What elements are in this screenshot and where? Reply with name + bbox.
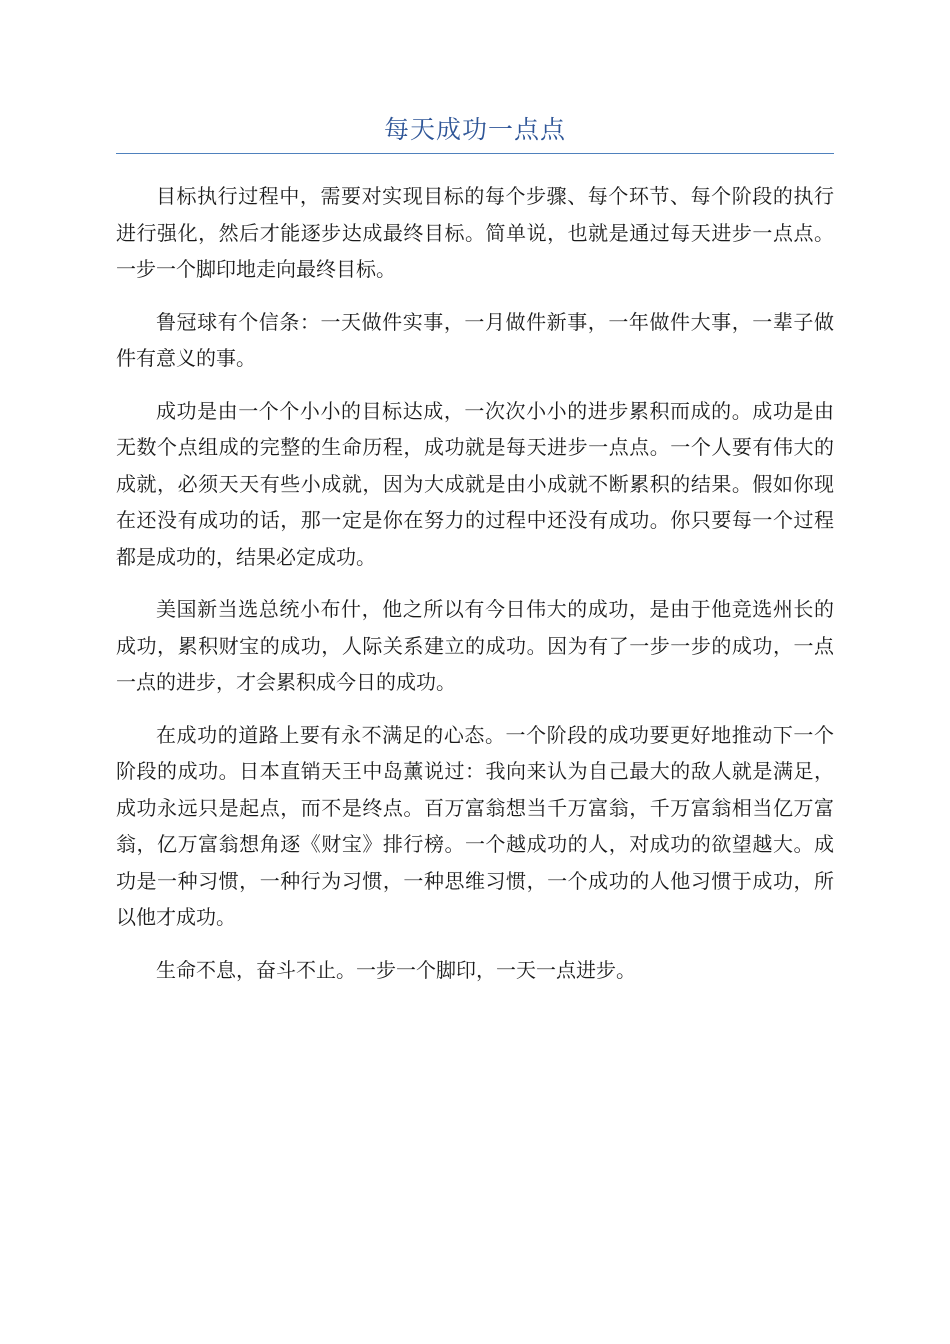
title-underline — [116, 153, 834, 154]
page-title: 每天成功一点点 — [383, 115, 566, 144]
paragraph-6: 生命不息，奋斗不止。一步一个脚印，一天一点进步。 — [156, 957, 636, 982]
paragraph-1: 目标执行过程中，需要对实现目标的每个步骤、每个环节、每个阶段的执行进行强化，然后才能逐步达成最终目标。简单说，也就是通过每天进步一点点。一步一个脚印地走向最终目标。 — [116, 184, 834, 281]
document-body — [116, 178, 834, 1004]
title-block — [116, 108, 834, 156]
paragraph-3: 成功是由一个个小小的目标达成，一次次小小的进步累积而成的。成功是由无数个点组成的完整的生命历程，成功就是每天进步一点点。一个人要有伟大的成就，必须天天有些小成就，因为大成就是由小成就不断累积的结果。假如你现在还没有成功的话，那一定是你在努力的过程中还没有成功。你只要每一个过程都是成功的，结果必定成功。 — [116, 398, 834, 569]
paragraph-2: 鲁冠球有个信条：一天做件实事，一月做件新事，一年做件大事，一辈子做件有意义的事。 — [116, 309, 834, 370]
paragraph-5: 在成功的道路上要有永不满足的心态。一个阶段的成功要更好地推动下一个阶段的成功。日本直销天王中岛薰说过：我向来认为自己最大的敌人就是满足，成功永远只是起点，而不是终点。百万富翁想当千万富翁，千万富翁相当亿万富翁，亿万富翁想角逐《财宝》排行榜。一个越成功的人，对成功的欲望越大。成功是一种习惯，一种行为习惯，一种思维习惯，一个成功的人他习惯于成功，所以他才成功。 — [116, 722, 834, 929]
paragraph-4: 美国新当选总统小布什，他之所以有今日伟大的成功，是由于他竞选州长的成功，累积财宝的成功，人际关系建立的成功。因为有了一步一步的成功，一点一点的进步，才会累积成今日的成功。 — [116, 597, 834, 694]
